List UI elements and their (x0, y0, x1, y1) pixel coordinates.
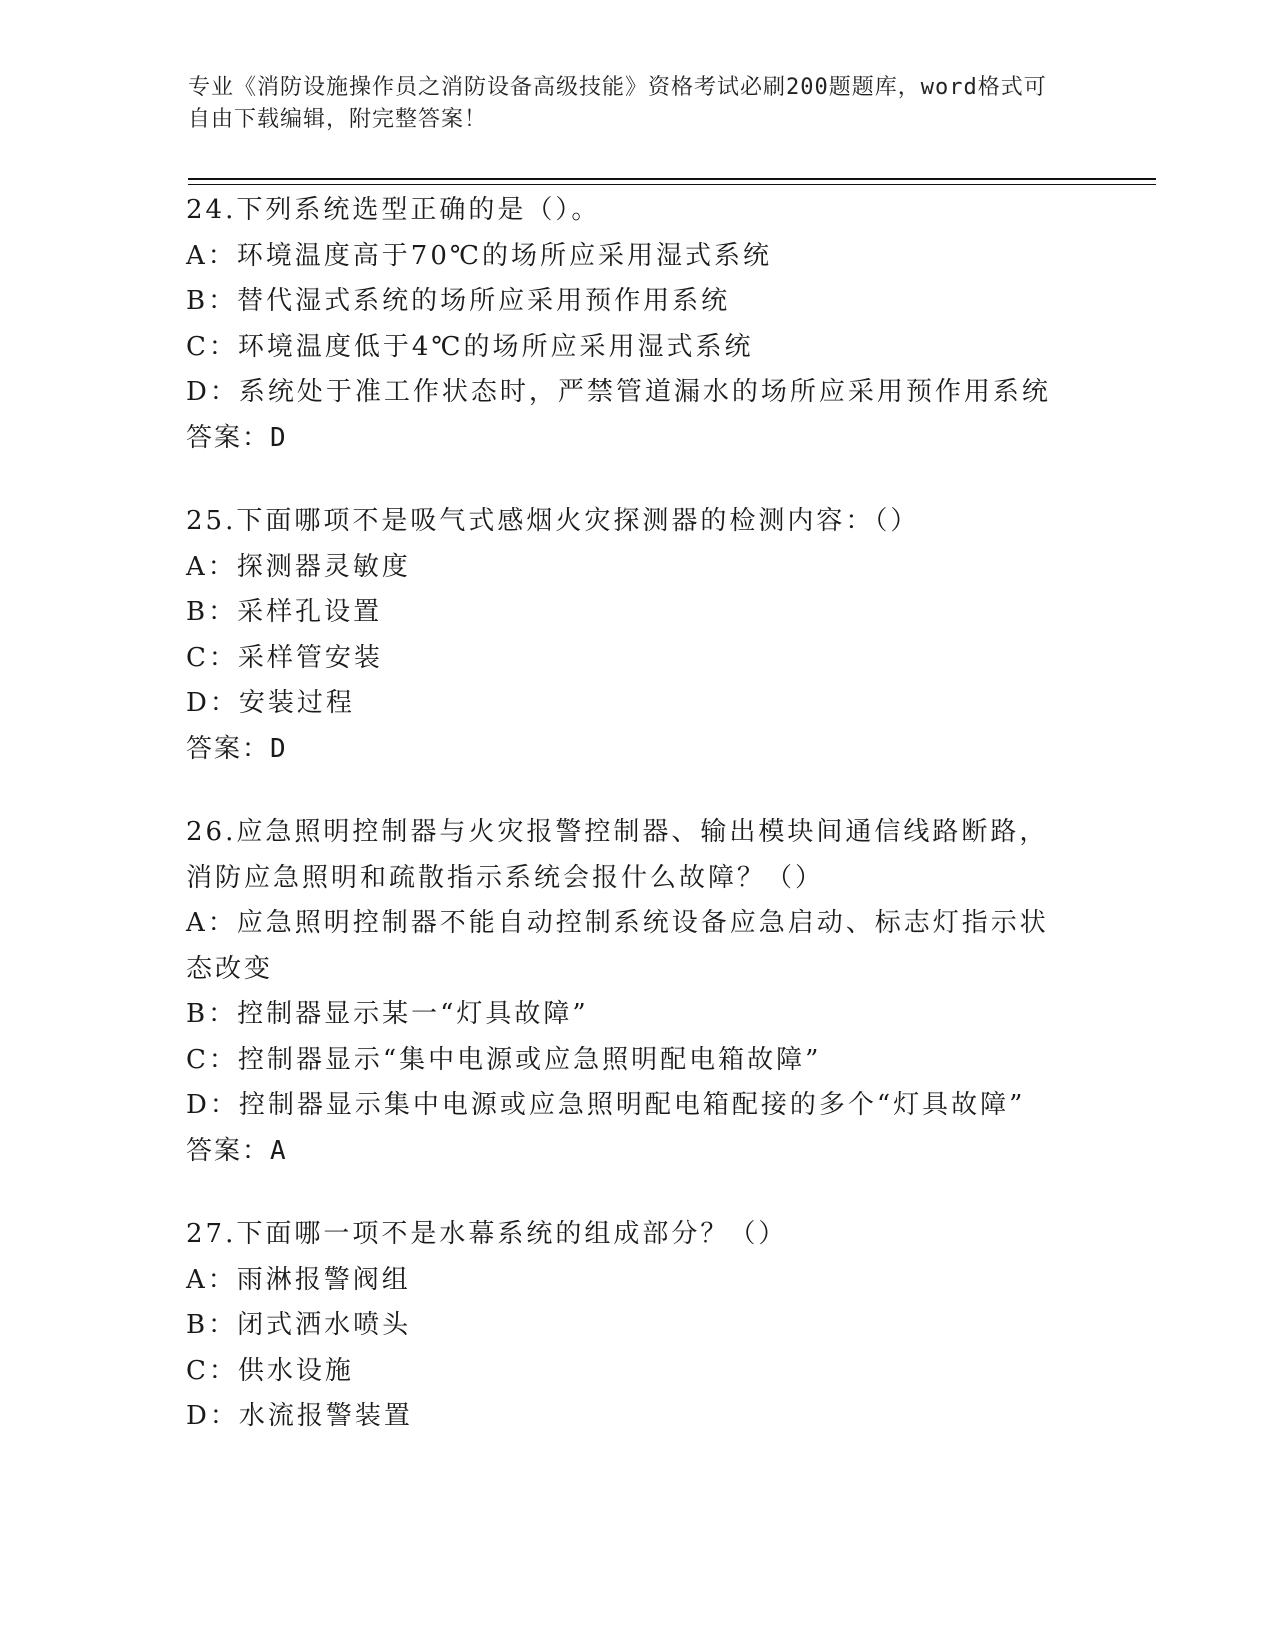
question-list (186, 188, 1076, 1440)
option-b: B：采样孔设置 (186, 597, 383, 627)
option-d: D：安装过程 (186, 688, 355, 718)
option-a: A：雨淋报警阀组 (186, 1264, 411, 1295)
answer-line (186, 416, 1076, 462)
answer-value: A (270, 1135, 288, 1166)
question-26 (186, 810, 1076, 1174)
header-divider-thick (188, 178, 1156, 180)
header-divider-thin (188, 184, 1156, 185)
answer-label: 答案： (186, 422, 271, 453)
option-c: C：控制器显示“集中电源或应急照明配电箱故障” (186, 1044, 822, 1075)
option-d: D：控制器显示集中电源或应急照明配电箱配接的多个“灯具故障” (186, 1090, 1026, 1120)
option-b: B：替代湿式系统的场所应采用预作用系统 (186, 286, 731, 316)
answer-line (186, 1129, 1076, 1175)
option-a: A：探测器灵敏度 (186, 551, 411, 582)
question-stem: 25.下面哪项不是吸气式感烟火灾探测器的检测内容：（） (186, 506, 920, 536)
option-d: D：系统处于准工作状态时，严禁管道漏水的场所应采用预作用系统 (186, 377, 1051, 407)
option-b: B：闭式洒水喷头 (186, 1310, 412, 1340)
question-24 (186, 188, 1076, 461)
document-header: 专业《消防设施操作员之消防设备高级技能》资格考试必刷200题题库，word格式可自由下载编辑，附完整答案！ (188, 75, 1047, 132)
question-stem: 26.应急照明控制器与火灾报警控制器、输出模块间通信线路断路，消防应急照明和疏散指示系统会报什么故障？（） (186, 817, 1049, 893)
question-27 (186, 1212, 1076, 1440)
answer-value: D (270, 733, 288, 764)
option-b: B：控制器显示某一“灯具故障” (186, 999, 589, 1029)
option-d: D：水流报警装置 (186, 1401, 413, 1431)
answer-line (186, 727, 1076, 773)
question-25 (186, 499, 1076, 772)
answer-label: 答案： (186, 1135, 271, 1166)
question-stem: 24.下列系统选型正确的是（）。 (186, 195, 601, 225)
answer-value: D (270, 422, 288, 453)
question-stem: 27.下面哪一项不是水幕系统的组成部分？（） (186, 1219, 788, 1249)
option-c: C：采样管安装 (186, 642, 383, 673)
option-c: C：供水设施 (186, 1355, 354, 1386)
option-c: C：环境温度低于4℃的场所应采用湿式系统 (186, 331, 754, 362)
answer-label: 答案： (186, 733, 271, 764)
option-a: A：环境温度高于70℃的场所应采用湿式系统 (186, 240, 772, 271)
option-a: A：应急照明控制器不能自动控制系统设备应急启动、标志灯指示状态改变 (186, 908, 1049, 984)
